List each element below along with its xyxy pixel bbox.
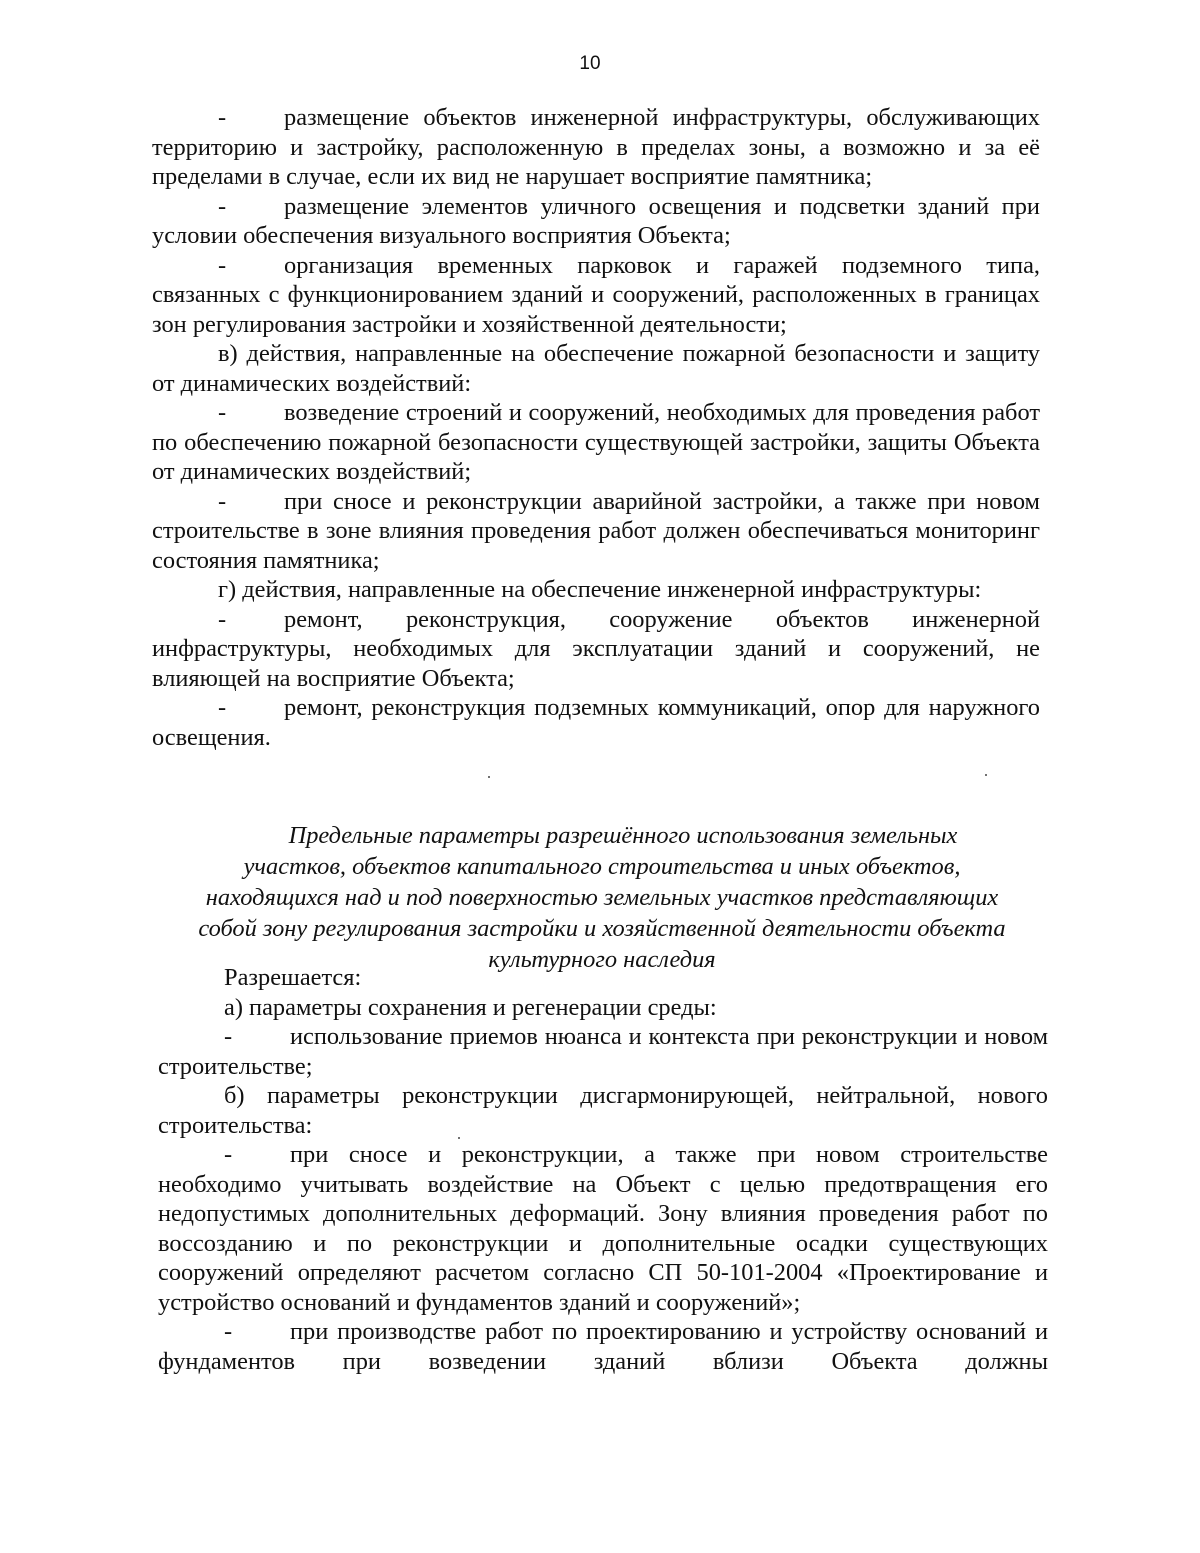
list-item-text: использование приемов нюанса и контекста при реконструкции и новом строительстве; [158, 1023, 1048, 1080]
list-item-text: возведение строений и сооружений, необходимых для проведения работ по обеспечению пожарной безопасности существующей застройки, защиты Объекта от динамических воздействий; [152, 399, 1040, 485]
scan-artifact [458, 1137, 460, 1139]
list-item [152, 192, 1040, 251]
list-item [152, 251, 1040, 340]
list-item-text: ремонт, реконструкция, сооружение объектов инженерной инфраструктуры, необходимых для эксплуатации зданий и сооружений, не влияющей на восприятие Объекта; [152, 605, 1040, 692]
list-item-text: при сносе и реконструкции, а также при новом строительстве необходимо учитывать воздействие на Объект с целью предотвращения его недопустимых дополнительных деформаций. Зону влияния проведения работ по воссозданию и по реконструкции и дополнительные осадки существующих сооружений определяют расчетом согласно СП 50-101-2004 «Проектирование и устройство оснований и фундаментов зданий и сооружений»; [158, 1141, 1048, 1316]
list-marker: - [218, 605, 227, 633]
list-item [152, 693, 1040, 752]
allowed-label: Разрешается: [224, 964, 362, 991]
heading-line: участков, объектов капитального строительства и иных объектов, [243, 853, 961, 880]
clause-g: г) действия, направленные на обеспечение инженерной инфраструктуры: [218, 576, 982, 603]
lower-text-block [158, 963, 1048, 1376]
list-marker: - [218, 104, 227, 131]
heading-line: собой зону регулирования застройки и хозяйственной деятельности объекта [198, 915, 1006, 942]
list-item-text: при производстве работ по проектированию и устройству оснований и фундаментов при возведении зданий вблизи Объекта должны [158, 1318, 1048, 1375]
list-item-text: организация временных парковок и гаражей подземного типа, связанных с функционированием зданий и сооружений, расположенных в границах зон регулирования застройки и хозяйственной деятельности; [152, 251, 1040, 338]
section-heading [152, 820, 1052, 975]
list-item-text: размещение объектов инженерной инфраструктуры, обслуживающих территорию и застройку, расположенную в пределах зоны, а возможно и за её пределами в случае, если их вид не нарушает восприятие памятника; [152, 104, 1040, 190]
list-item [152, 487, 1040, 576]
list-marker: - [218, 251, 227, 279]
clause-v: в) действия, направленные на обеспечение пожарной безопасности и защиту от динамических воздействий: [152, 340, 1040, 397]
list-item [158, 1022, 1048, 1081]
page-number: 10 [579, 53, 601, 74]
heading-line: Предельные параметры разрешённого использования земельных [288, 822, 958, 849]
scan-artifact [985, 774, 987, 776]
scan-artifact [488, 776, 490, 778]
list-marker: - [218, 694, 227, 721]
list-marker: - [224, 1141, 233, 1168]
list-item-text: при сносе и реконструкции аварийной застройки, а также при новом строительстве в зоне влияния проведения работ должен обеспечиваться мониторинг состояния памятника; [152, 487, 1040, 574]
list-marker: - [224, 1023, 233, 1050]
list-item-text: размещение элементов уличного освещения и подсветки зданий при условии обеспечения визуального восприятия Объекта; [152, 192, 1040, 249]
top-text-block [152, 103, 1040, 752]
list-marker: - [218, 487, 227, 515]
list-item [158, 1317, 1048, 1376]
list-item [158, 1140, 1048, 1317]
list-item-text: ремонт, реконструкция подземных коммуникаций, опор для наружного освещения. [152, 694, 1040, 751]
list-item [152, 398, 1040, 487]
list-marker: - [224, 1318, 233, 1345]
list-item [152, 103, 1040, 192]
list-marker: - [218, 192, 227, 220]
list-marker: - [218, 399, 227, 426]
heading-line: находящихся над и под поверхностью земельных участков представляющих [205, 884, 999, 911]
heading-line: культурного наследия [488, 946, 716, 973]
clause-a: а) параметры сохранения и регенерации среды: [224, 993, 717, 1021]
list-item [152, 605, 1040, 694]
clause-b: б) параметры реконструкции дисгармонирующей, нейтральной, нового строительства: [158, 1082, 1048, 1139]
